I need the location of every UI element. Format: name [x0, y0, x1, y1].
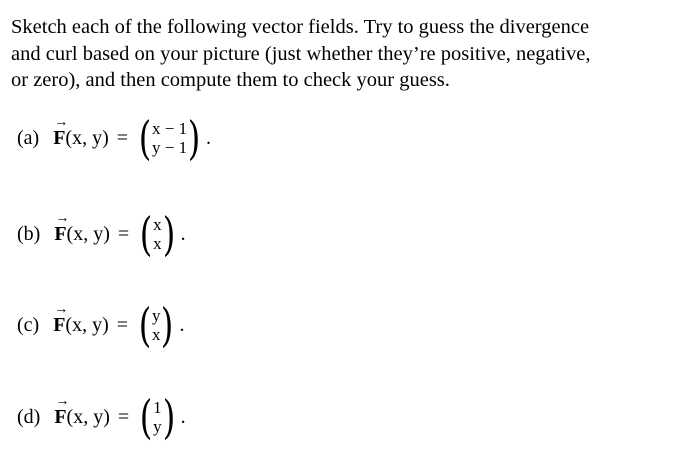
problem-label: (d) — [17, 405, 41, 428]
left-paren: ( — [139, 207, 153, 261]
vector-bottom-entry: x — [151, 325, 161, 344]
problem-label: (c) — [17, 313, 40, 336]
sentence-period: . — [206, 126, 212, 149]
sentence-period: . — [180, 222, 186, 245]
left-paren: ( — [139, 390, 153, 444]
left-paren: ( — [138, 298, 152, 352]
problem-label: (a) — [17, 126, 40, 149]
column-vector — [137, 390, 177, 444]
left-paren: ( — [138, 111, 152, 165]
column-vector — [136, 298, 176, 352]
vector-field-symbol: → F — [53, 114, 69, 149]
column-vector — [136, 111, 203, 165]
problem-label: (b) — [17, 222, 41, 245]
vector-field-symbol: → F — [53, 301, 69, 336]
right-paren: ) — [187, 111, 201, 165]
vector-field-symbol: → F — [54, 210, 70, 245]
sentence-period: . — [179, 313, 185, 336]
equals-sign: = — [116, 313, 129, 336]
instructions-line-2: and curl based on your picture (just whether they’re positive, negative, — [11, 42, 591, 65]
problem-instructions — [11, 14, 691, 94]
vector-arrow-icon: → — [54, 301, 69, 317]
vector-bottom-entry: y — [153, 417, 162, 436]
vector-bottom-entry: y − 1 — [151, 138, 188, 157]
vector-top-entry: y — [151, 306, 161, 325]
vector-arrow-icon: → — [54, 114, 69, 130]
function-arguments: (x, y) — [65, 126, 109, 149]
problem-c — [17, 298, 185, 352]
instructions-line-3: or zero), and then compute them to check your guess. — [11, 69, 450, 91]
vector-arrow-icon: → — [55, 393, 70, 409]
vector-top-entry: x — [153, 215, 162, 234]
equals-sign: = — [117, 405, 130, 428]
vector-top-entry: 1 — [153, 398, 162, 417]
vector-arrow-icon: → — [55, 210, 70, 226]
problem-a — [17, 111, 212, 165]
equals-sign: = — [117, 222, 130, 245]
problem-d — [17, 390, 186, 444]
vector-bottom-entry: x — [153, 234, 162, 253]
function-arguments: (x, y) — [66, 405, 110, 428]
vector-top-entry: x − 1 — [151, 119, 188, 138]
vector-field-symbol: → F — [54, 393, 70, 428]
right-paren: ) — [162, 390, 175, 444]
equals-sign: = — [116, 126, 129, 149]
instructions-line-1: Sketch each of the following vector fields. Try to guess the divergence — [11, 16, 590, 38]
function-arguments: (x, y) — [65, 313, 109, 336]
right-paren: ) — [162, 207, 175, 261]
column-vector — [137, 207, 177, 261]
problem-b — [17, 207, 186, 261]
right-paren: ) — [161, 298, 174, 352]
sentence-period: . — [180, 405, 186, 428]
function-arguments: (x, y) — [66, 222, 110, 245]
